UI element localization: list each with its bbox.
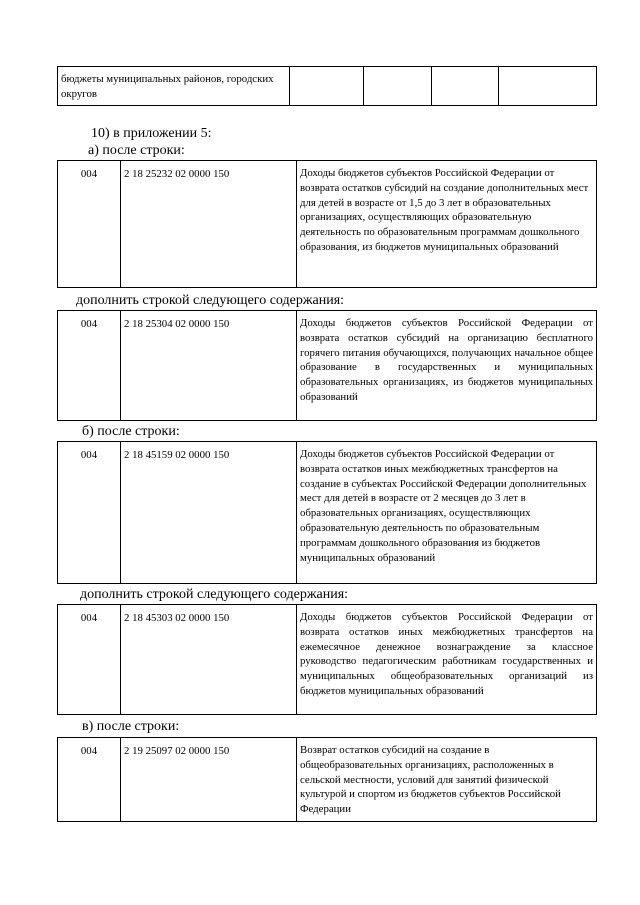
description-cell: Доходы бюджетов субъектов Российской Федерации от возврата остатков иных межбюджетных трансфертов на ежемесячное денежное вознаграждение за классное руководство педагогическим работникам государственных и муниципальных общеобразовательных организаций из бюджетов муниципальных образований xyxy=(297,605,597,715)
budget-row-table xyxy=(57,441,597,584)
empty-cell xyxy=(364,67,432,106)
table-row xyxy=(58,738,597,822)
description-cell: Доходы бюджетов субъектов Российской Федерации от возврата остатков субсидий на создание дополнительных мест для детей в возрасте от 1,5 до 3 лет в образовательных организациях, осуществляющих образовательную деятельность по образовательным программам дошкольного образования, из бюджетов муниципальных образований xyxy=(297,161,597,288)
section-heading: б) после строки: xyxy=(82,424,180,439)
section-heading: дополнить строкой следующего содержания: xyxy=(80,587,349,602)
admin-code-cell: 004 xyxy=(58,605,121,715)
previous-table-fragment xyxy=(57,66,597,106)
description-cell: Доходы бюджетов субъектов Российской Федерации от возврата остатков субсидий на организацию бесплатного горячего питания обучающихся, получающих начальное общее образование в государственных и муниципальных образовательных организациях, из бюджетов муниципальных образований xyxy=(297,311,597,421)
table-row xyxy=(58,442,597,584)
section-heading: в) после строки: xyxy=(82,719,180,734)
budget-row-table xyxy=(57,604,597,715)
section-heading: дополнить строкой следующего содержания: xyxy=(76,293,345,308)
budget-row-table xyxy=(57,310,597,421)
kbk-code-cell: 2 19 25097 02 0000 150 xyxy=(121,738,297,822)
admin-code-cell: 004 xyxy=(58,442,121,584)
section-heading: а) после строки: xyxy=(88,143,185,158)
empty-cell xyxy=(290,67,364,106)
budget-row-table xyxy=(57,160,597,288)
admin-code-cell: 004 xyxy=(58,161,121,288)
admin-code-cell: 004 xyxy=(58,738,121,822)
admin-code-cell: 004 xyxy=(58,311,121,421)
table-row xyxy=(58,605,597,715)
table-row xyxy=(58,67,597,106)
row-name-text: бюджеты муниципальных районов, городских округов xyxy=(61,73,274,100)
kbk-code-cell: 2 18 25304 02 0000 150 xyxy=(121,311,297,421)
kbk-code-cell: 2 18 45303 02 0000 150 xyxy=(121,605,297,715)
kbk-code-cell: 2 18 25232 02 0000 150 xyxy=(121,161,297,288)
row-name-cell xyxy=(58,67,290,106)
empty-cell xyxy=(432,67,499,106)
item-heading: 10) в приложении 5: xyxy=(91,126,212,141)
empty-cell xyxy=(499,67,597,106)
kbk-code-cell: 2 18 45159 02 0000 150 xyxy=(121,442,297,584)
table-row xyxy=(58,311,597,421)
description-cell: Доходы бюджетов субъектов Российской Федерации от возврата остатков иных межбюджетных трансфертов на создание в субъектах Российской Федерации дополнительных мест для детей в возрасте от 2 месяцев до 3 лет в образовательных организациях, осуществляющих образовательную деятельность по образовательным программам дошкольного образования из бюджетов муниципальных образований xyxy=(297,442,597,584)
budget-row-table xyxy=(57,737,597,822)
description-cell: Возврат остатков субсидий на создание в общеобразовательных организациях, расположенных в сельской местности, условий для занятий физической культурой и спортом из бюджетов субъектов Российской Федерации xyxy=(297,738,597,822)
table-row xyxy=(58,161,597,288)
